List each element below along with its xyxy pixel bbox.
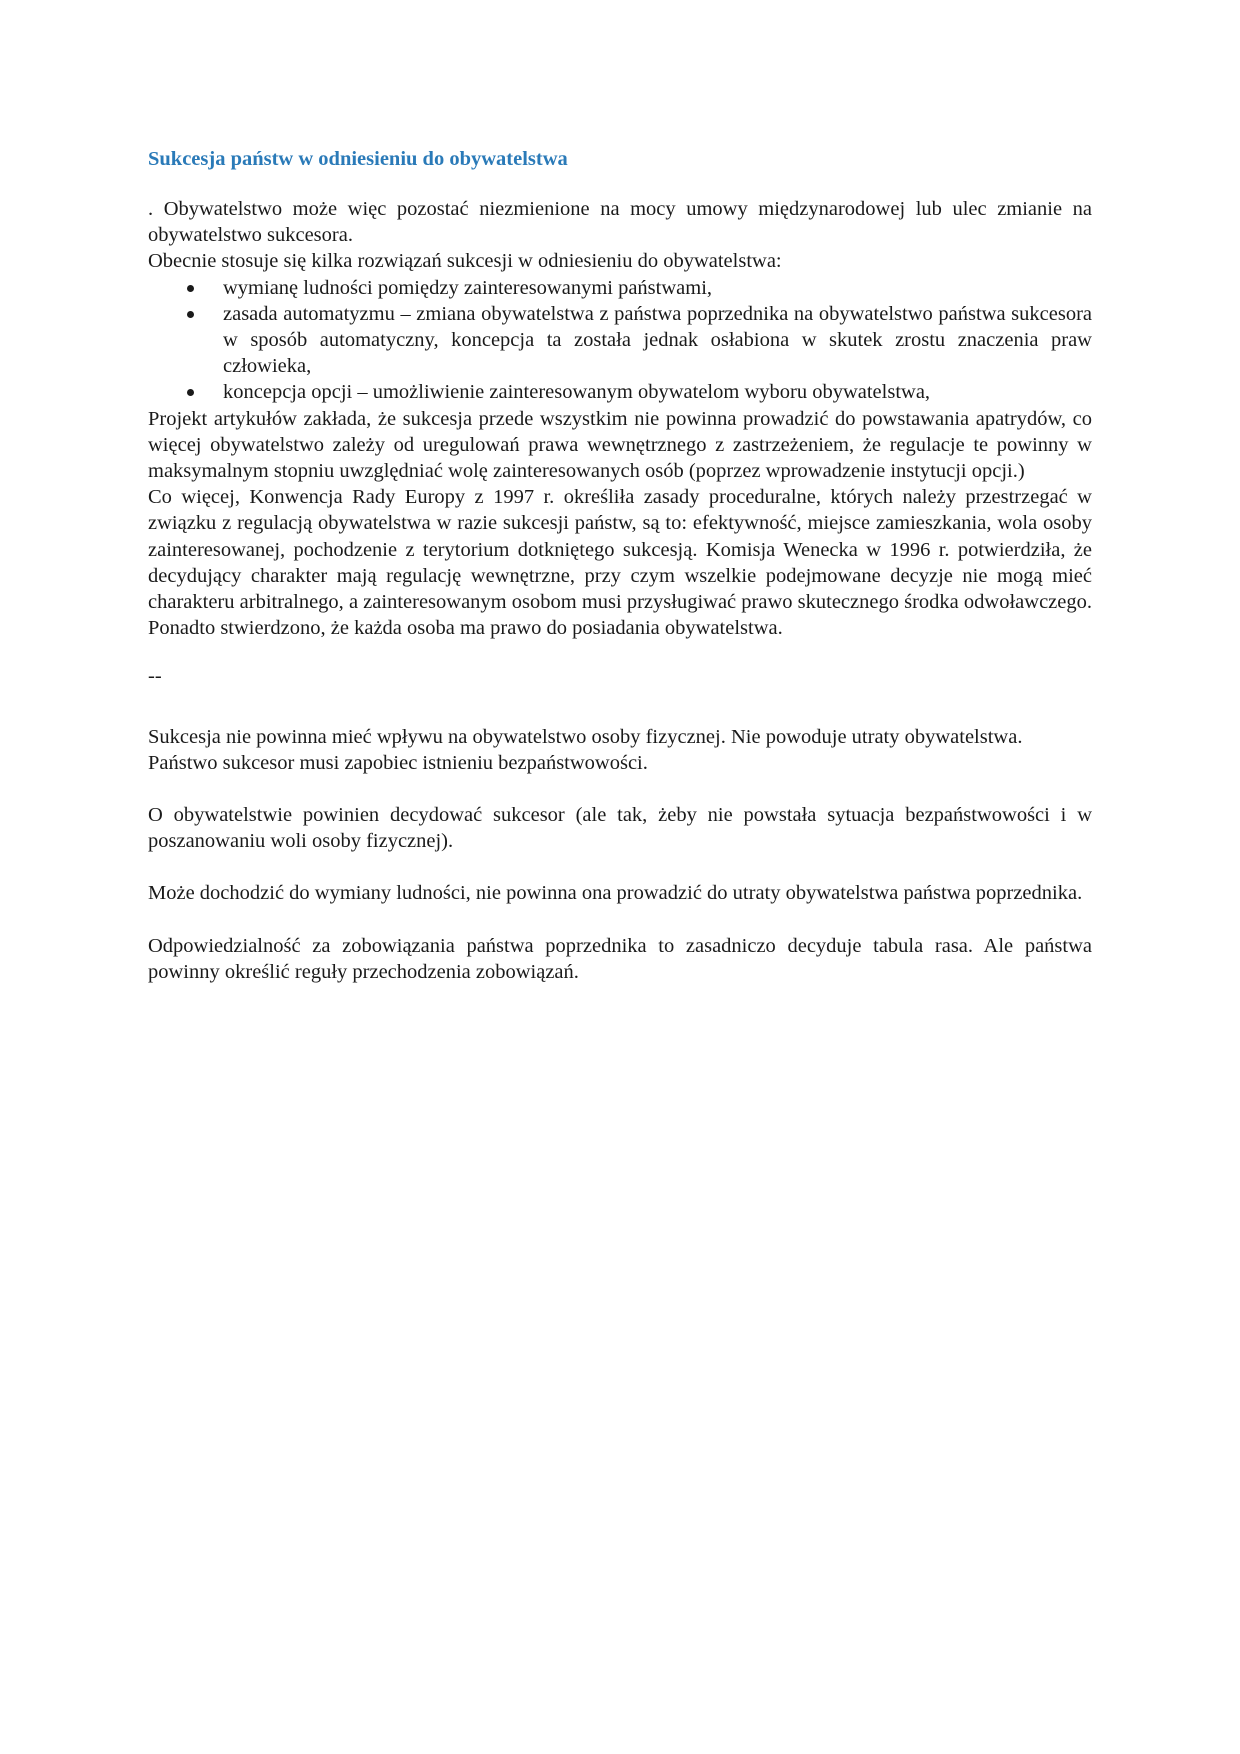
list-intro: Obecnie stosuje się kilka rozwiązań sukcesji w odniesieniu do obywatelstwa:	[148, 250, 782, 273]
list-item-text: wymianę ludności pomiędzy zainteresowanymi państwami,	[223, 276, 713, 299]
document-title: Sukcesja państw w odniesieniu do obywatelstwa	[148, 148, 568, 170]
list-item	[223, 275, 1092, 301]
bullet-icon	[187, 311, 194, 318]
spacer	[148, 854, 1092, 880]
list-item	[223, 301, 1092, 380]
list-item-text: zasada automatyzmu – zmiana obywatelstwa z państwa poprzednika na obywatelstwo państwa sukcesora w sposób automatyczny, koncepcja ta została jednak osłabiona w skutek zrostu znaczenia praw człowieka,	[223, 302, 1092, 378]
paragraph-successor-decides: O obywatelstwie powinien decydować sukcesor (ale tak, żeby nie powstała sytuacja bezpaństwowości i w poszanowaniu woli osoby fizycznej).	[148, 804, 1092, 853]
bullet-icon	[187, 285, 194, 292]
section-separator: --	[148, 665, 162, 688]
paragraph-draft-articles: Projekt artykułów zakłada, że sukcesja przede wszystkim nie powinna prowadzić do powstawania apatrydów, co więcej obywatelstwo zależy od uregulowań prawa wewnętrznego z zastrzeżeniem, że regulacje te powinny w maksymalnym stopniu uwzględniać wolę zainteresowanych osób (poprzez wprowadzenie instytucji opcji.)	[148, 407, 1092, 483]
paragraph-council-of-europe: Co więcej, Konwencja Rady Europy z 1997 r. określiła zasady proceduralne, których należy przestrzegać w związku z regulacją obywatelstwa w razie sukcesji państw, są to: efektywność, miejsce zamieszkania, wola osoby zainteresowanej, pochodzenie z terytorium dotkniętego sukcesją. Komisja Wenecka w 1996 r. potwierdziła, że decydujący charakter mają regulację wewnętrzne, przy czym wszelkie podejmowane decyzje nie mogą mieć charakteru arbitralnego, a zainteresowanym osobom musi przysługiwać prawo skutecznego środka odwoławczego. Ponadto stwierdzono, że każda osoba ma prawo do posiadania obywatelstwa.	[148, 486, 1092, 640]
spacer	[148, 776, 1092, 802]
paragraph-obligations: Odpowiedzialność za zobowiązania państwa poprzednika to zasadniczo decyduje tabula rasa. Ale państwa powinny określić reguły przechodzenia zobowiązań.	[148, 934, 1092, 983]
paragraph-statelessness: Państwo sukcesor musi zapobiec istnieniu bezpaństwowości.	[148, 751, 648, 774]
list-item-text: koncepcja opcji – umożliwienie zainteresowanym obywatelom wyboru obywatelstwa,	[223, 381, 931, 404]
paragraph-intro-citizenship: . Obywatelstwo może więc pozostać niezmienione na mocy umowy międzynarodowej lub ulec zmianie na obywatelstwo sukcesora.	[148, 198, 1092, 247]
list-item	[223, 379, 1092, 405]
paragraph-no-effect: Sukcesja nie powinna mieć wpływu na obywatelstwo osoby fizycznej. Nie powoduje utraty obywatelstwa.	[148, 725, 1023, 748]
solutions-list	[148, 275, 1092, 406]
document-page	[148, 146, 1092, 985]
paragraph-population-exchange: Może dochodzić do wymiany ludności, nie powinna ona prowadzić do utraty obywatelstwa państwa poprzednika.	[148, 882, 1083, 905]
bullet-icon	[187, 389, 194, 396]
spacer	[148, 907, 1092, 933]
